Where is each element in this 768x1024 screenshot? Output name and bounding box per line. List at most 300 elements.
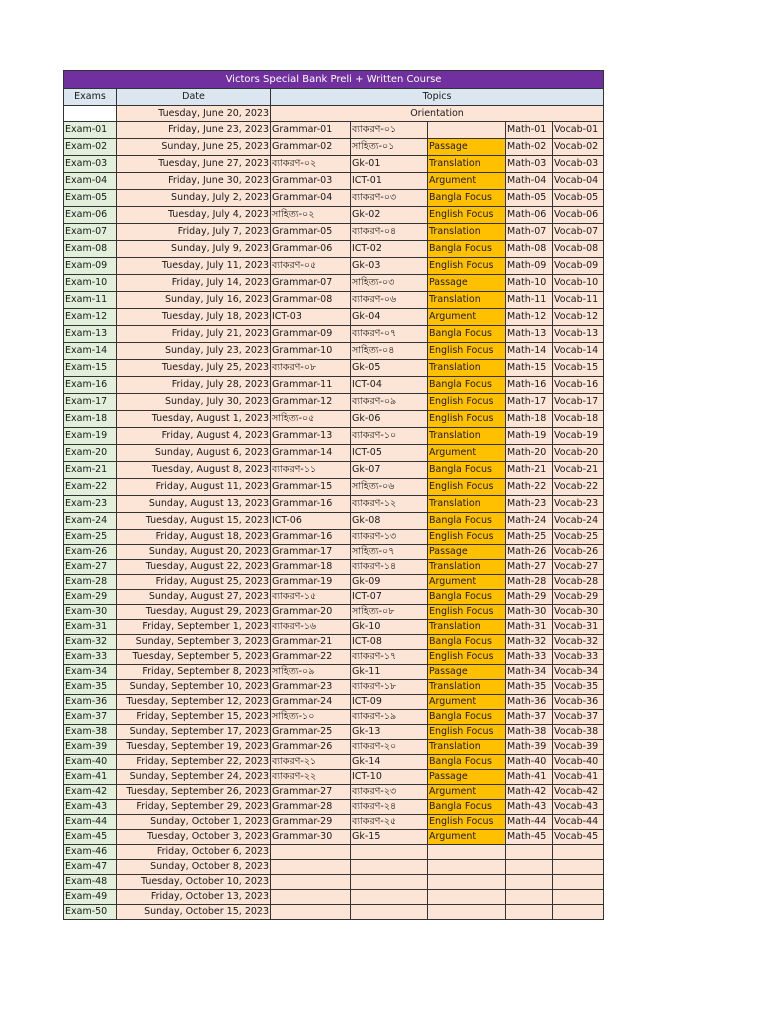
table-row [64, 605, 604, 620]
date-cell: Sunday, September 10, 2023 [117, 680, 271, 695]
english-topic-cell: English Focus [428, 343, 506, 360]
table-row [64, 860, 604, 875]
vocab-cell: Vocab-07 [553, 224, 604, 241]
english-topic-cell: English Focus [428, 207, 506, 224]
english-topic-cell: Translation [428, 156, 506, 173]
table-row [64, 635, 604, 650]
topic-1-cell: সাহিত্য-০৯ [271, 665, 351, 680]
vocab-cell: Vocab-36 [553, 695, 604, 710]
vocab-cell: Vocab-08 [553, 241, 604, 258]
topic-1-cell [271, 845, 351, 860]
math-cell: Math-23 [506, 496, 553, 513]
vocab-cell: Vocab-01 [553, 122, 604, 139]
exam-cell: Exam-45 [64, 830, 117, 845]
math-cell: Math-45 [506, 830, 553, 845]
date-cell: Tuesday, October 10, 2023 [117, 875, 271, 890]
topic-1-cell: Grammar-14 [271, 445, 351, 462]
date-cell: Tuesday, September 26, 2023 [117, 785, 271, 800]
english-topic-cell: Translation [428, 224, 506, 241]
math-cell: Math-29 [506, 590, 553, 605]
exam-cell: Exam-43 [64, 800, 117, 815]
english-topic-cell: English Focus [428, 258, 506, 275]
topic-2-cell: ব্যাকরণ-১২ [351, 496, 428, 513]
topic-2-cell: Gk-04 [351, 309, 428, 326]
sheet-title: Victors Special Bank Preli + Written Course [64, 71, 604, 89]
topic-2-cell: Gk-11 [351, 665, 428, 680]
math-cell: Math-11 [506, 292, 553, 309]
english-topic-cell: Passage [428, 545, 506, 560]
topic-2-cell: ব্যাকরণ-০৪ [351, 224, 428, 241]
table-row [64, 411, 604, 428]
table-row [64, 755, 604, 770]
vocab-cell: Vocab-22 [553, 479, 604, 496]
vocab-cell: Vocab-09 [553, 258, 604, 275]
topic-1-cell: ব্যাকরণ-০৮ [271, 360, 351, 377]
topic-2-cell: ব্যাকরণ-১৮ [351, 680, 428, 695]
topic-1-cell: Grammar-12 [271, 394, 351, 411]
topic-1-cell: Grammar-09 [271, 326, 351, 343]
math-cell: Math-34 [506, 665, 553, 680]
table-row [64, 513, 604, 530]
math-cell: Math-33 [506, 650, 553, 665]
english-topic-cell: Translation [428, 360, 506, 377]
exam-cell: Exam-08 [64, 241, 117, 258]
topic-1-cell: Grammar-13 [271, 428, 351, 445]
topic-1-cell: ব্যাকরণ-১৬ [271, 620, 351, 635]
topic-1-cell: Grammar-03 [271, 173, 351, 190]
english-topic-cell: Bangla Focus [428, 710, 506, 725]
table-row [64, 650, 604, 665]
math-cell: Math-30 [506, 605, 553, 620]
table-row [64, 496, 604, 513]
table-row [64, 875, 604, 890]
topic-2-cell: ব্যাকরণ-২৪ [351, 800, 428, 815]
math-cell: Math-20 [506, 445, 553, 462]
topic-2-cell: ICT-02 [351, 241, 428, 258]
vocab-cell: Vocab-37 [553, 710, 604, 725]
english-topic-cell: Bangla Focus [428, 462, 506, 479]
topic-2-cell: সাহিত্য-০৪ [351, 343, 428, 360]
topic-2-cell [351, 905, 428, 920]
english-topic-cell: Argument [428, 695, 506, 710]
exam-cell: Exam-01 [64, 122, 117, 139]
orientation-label: Orientation [271, 106, 604, 122]
english-topic-cell: Bangla Focus [428, 590, 506, 605]
math-cell [506, 875, 553, 890]
date-cell: Friday, July 14, 2023 [117, 275, 271, 292]
exam-schedule-table [63, 70, 604, 920]
topic-1-cell: ব্যাকরণ-১১ [271, 462, 351, 479]
table-row [64, 462, 604, 479]
table-row [64, 560, 604, 575]
date-cell: Tuesday, September 5, 2023 [117, 650, 271, 665]
table-row [64, 173, 604, 190]
exam-cell: Exam-26 [64, 545, 117, 560]
table-row [64, 590, 604, 605]
topic-1-cell: Grammar-30 [271, 830, 351, 845]
topic-1-cell: Grammar-17 [271, 545, 351, 560]
vocab-cell: Vocab-12 [553, 309, 604, 326]
vocab-cell: Vocab-19 [553, 428, 604, 445]
exam-cell: Exam-34 [64, 665, 117, 680]
date-cell: Sunday, August 27, 2023 [117, 590, 271, 605]
english-topic-cell: Argument [428, 830, 506, 845]
topic-2-cell: ICT-09 [351, 695, 428, 710]
date-cell: Sunday, September 17, 2023 [117, 725, 271, 740]
exam-cell: Exam-07 [64, 224, 117, 241]
table-row [64, 360, 604, 377]
english-topic-cell: English Focus [428, 394, 506, 411]
vocab-cell: Vocab-04 [553, 173, 604, 190]
vocab-cell [553, 905, 604, 920]
date-cell: Friday, July 28, 2023 [117, 377, 271, 394]
exam-cell: Exam-46 [64, 845, 117, 860]
vocab-cell: Vocab-44 [553, 815, 604, 830]
table-row [64, 695, 604, 710]
math-cell: Math-38 [506, 725, 553, 740]
topic-2-cell: ব্যাকরণ-১৭ [351, 650, 428, 665]
exam-cell: Exam-11 [64, 292, 117, 309]
topic-1-cell: ICT-06 [271, 513, 351, 530]
table-row [64, 190, 604, 207]
exam-cell: Exam-22 [64, 479, 117, 496]
topic-1-cell: Grammar-04 [271, 190, 351, 207]
english-topic-cell: Argument [428, 309, 506, 326]
table-row [64, 890, 604, 905]
date-cell: Friday, September 29, 2023 [117, 800, 271, 815]
math-cell: Math-41 [506, 770, 553, 785]
exam-cell: Exam-04 [64, 173, 117, 190]
topic-1-cell: Grammar-25 [271, 725, 351, 740]
table-row [64, 445, 604, 462]
math-cell: Math-24 [506, 513, 553, 530]
topic-2-cell: সাহিত্য-০৭ [351, 545, 428, 560]
topic-2-cell: Gk-06 [351, 411, 428, 428]
date-cell: Tuesday, October 3, 2023 [117, 830, 271, 845]
topic-1-cell: ICT-03 [271, 309, 351, 326]
table-row [64, 207, 604, 224]
exam-cell: Exam-32 [64, 635, 117, 650]
exam-cell: Exam-39 [64, 740, 117, 755]
math-cell: Math-35 [506, 680, 553, 695]
topic-2-cell [351, 860, 428, 875]
date-cell: Tuesday, August 29, 2023 [117, 605, 271, 620]
topic-1-cell: ব্যাকরণ-০২ [271, 156, 351, 173]
english-topic-cell: Translation [428, 740, 506, 755]
table-row [64, 530, 604, 545]
table-row [64, 800, 604, 815]
topic-1-cell: Grammar-01 [271, 122, 351, 139]
exam-cell: Exam-15 [64, 360, 117, 377]
topic-1-cell: Grammar-08 [271, 292, 351, 309]
english-topic-cell: English Focus [428, 605, 506, 620]
table-row [64, 377, 604, 394]
date-cell: Sunday, July 2, 2023 [117, 190, 271, 207]
exam-cell: Exam-03 [64, 156, 117, 173]
date-cell: Friday, June 30, 2023 [117, 173, 271, 190]
exam-cell: Exam-44 [64, 815, 117, 830]
english-topic-cell [428, 875, 506, 890]
english-topic-cell: Bangla Focus [428, 190, 506, 207]
topic-1-cell: Grammar-24 [271, 695, 351, 710]
english-topic-cell [428, 845, 506, 860]
exam-cell: Exam-06 [64, 207, 117, 224]
date-cell: Friday, September 8, 2023 [117, 665, 271, 680]
topic-2-cell: সাহিত্য-০৬ [351, 479, 428, 496]
date-cell: Tuesday, September 19, 2023 [117, 740, 271, 755]
english-topic-cell: Passage [428, 665, 506, 680]
table-row [64, 292, 604, 309]
table-row [64, 665, 604, 680]
vocab-cell: Vocab-31 [553, 620, 604, 635]
topic-2-cell: সাহিত্য-০৮ [351, 605, 428, 620]
date-cell: Sunday, August 6, 2023 [117, 445, 271, 462]
table-row [64, 710, 604, 725]
math-cell: Math-08 [506, 241, 553, 258]
math-cell: Math-07 [506, 224, 553, 241]
english-topic-cell: Bangla Focus [428, 800, 506, 815]
math-cell: Math-15 [506, 360, 553, 377]
topic-1-cell: Grammar-10 [271, 343, 351, 360]
topic-1-cell: Grammar-22 [271, 650, 351, 665]
table-row [64, 785, 604, 800]
math-cell [506, 890, 553, 905]
table-row [64, 394, 604, 411]
topic-2-cell [351, 890, 428, 905]
math-cell: Math-06 [506, 207, 553, 224]
math-cell: Math-14 [506, 343, 553, 360]
exam-cell: Exam-49 [64, 890, 117, 905]
vocab-cell: Vocab-24 [553, 513, 604, 530]
table-row [64, 428, 604, 445]
english-topic-cell: English Focus [428, 530, 506, 545]
exam-cell: Exam-50 [64, 905, 117, 920]
topic-1-cell: Grammar-19 [271, 575, 351, 590]
vocab-cell [553, 845, 604, 860]
exam-cell: Exam-35 [64, 680, 117, 695]
table-row [64, 575, 604, 590]
topic-1-cell: সাহিত্য-০৫ [271, 411, 351, 428]
math-cell: Math-01 [506, 122, 553, 139]
exam-cell: Exam-20 [64, 445, 117, 462]
exam-cell: Exam-30 [64, 605, 117, 620]
topic-2-cell: ব্যাকরণ-০১ [351, 122, 428, 139]
vocab-cell: Vocab-33 [553, 650, 604, 665]
topic-2-cell: Gk-15 [351, 830, 428, 845]
topic-2-cell: ICT-10 [351, 770, 428, 785]
header-exams: Exams [64, 89, 117, 106]
exam-cell: Exam-16 [64, 377, 117, 394]
header-topics: Topics [271, 89, 604, 106]
orientation-row [64, 106, 604, 122]
math-cell: Math-42 [506, 785, 553, 800]
vocab-cell: Vocab-03 [553, 156, 604, 173]
math-cell: Math-32 [506, 635, 553, 650]
date-cell: Sunday, July 30, 2023 [117, 394, 271, 411]
vocab-cell: Vocab-17 [553, 394, 604, 411]
date-cell: Friday, June 23, 2023 [117, 122, 271, 139]
math-cell: Math-31 [506, 620, 553, 635]
table-row [64, 545, 604, 560]
english-topic-cell [428, 905, 506, 920]
topic-2-cell: Gk-05 [351, 360, 428, 377]
topic-2-cell: Gk-08 [351, 513, 428, 530]
date-cell: Sunday, September 3, 2023 [117, 635, 271, 650]
english-topic-cell: Bangla Focus [428, 513, 506, 530]
math-cell [506, 845, 553, 860]
vocab-cell: Vocab-14 [553, 343, 604, 360]
vocab-cell: Vocab-16 [553, 377, 604, 394]
title-row [64, 71, 604, 89]
topic-2-cell: সাহিত্য-০১ [351, 139, 428, 156]
date-cell: Tuesday, July 18, 2023 [117, 309, 271, 326]
topic-2-cell: Gk-01 [351, 156, 428, 173]
date-cell: Tuesday, September 12, 2023 [117, 695, 271, 710]
english-topic-cell: Translation [428, 496, 506, 513]
english-topic-cell: Bangla Focus [428, 326, 506, 343]
table-row [64, 326, 604, 343]
english-topic-cell: Translation [428, 680, 506, 695]
topic-1-cell: ব্যাকরণ-২২ [271, 770, 351, 785]
table-row [64, 845, 604, 860]
vocab-cell: Vocab-06 [553, 207, 604, 224]
topic-2-cell: Gk-02 [351, 207, 428, 224]
math-cell [506, 860, 553, 875]
math-cell: Math-40 [506, 755, 553, 770]
exam-cell: Exam-24 [64, 513, 117, 530]
topic-1-cell: Grammar-28 [271, 800, 351, 815]
topic-1-cell: Grammar-05 [271, 224, 351, 241]
math-cell: Math-05 [506, 190, 553, 207]
topic-2-cell: ব্যাকরণ-০৯ [351, 394, 428, 411]
english-topic-cell: English Focus [428, 815, 506, 830]
topic-2-cell: ব্যাকরণ-১৩ [351, 530, 428, 545]
exam-cell: Exam-38 [64, 725, 117, 740]
vocab-cell: Vocab-40 [553, 755, 604, 770]
header-date: Date [117, 89, 271, 106]
math-cell: Math-18 [506, 411, 553, 428]
exam-cell: Exam-29 [64, 590, 117, 605]
table-row [64, 740, 604, 755]
table-row [64, 258, 604, 275]
table-row [64, 905, 604, 920]
english-topic-cell: English Focus [428, 479, 506, 496]
exam-cell: Exam-21 [64, 462, 117, 479]
table-row [64, 725, 604, 740]
topic-2-cell: ব্যাকরণ-১০ [351, 428, 428, 445]
table-row [64, 620, 604, 635]
vocab-cell: Vocab-21 [553, 462, 604, 479]
exam-cell: Exam-12 [64, 309, 117, 326]
topic-1-cell: সাহিত্য-১০ [271, 710, 351, 725]
topic-2-cell: Gk-14 [351, 755, 428, 770]
table-row [64, 830, 604, 845]
math-cell: Math-39 [506, 740, 553, 755]
math-cell: Math-04 [506, 173, 553, 190]
topic-1-cell: Grammar-06 [271, 241, 351, 258]
topic-2-cell: Gk-09 [351, 575, 428, 590]
date-cell: Tuesday, August 1, 2023 [117, 411, 271, 428]
topic-1-cell: ব্যাকরণ-১৫ [271, 590, 351, 605]
english-topic-cell: Translation [428, 428, 506, 445]
vocab-cell: Vocab-11 [553, 292, 604, 309]
date-cell: Friday, August 18, 2023 [117, 530, 271, 545]
topic-2-cell: ব্যাকরণ-১৯ [351, 710, 428, 725]
math-cell: Math-17 [506, 394, 553, 411]
vocab-cell: Vocab-38 [553, 725, 604, 740]
english-topic-cell: Bangla Focus [428, 755, 506, 770]
topic-2-cell: ব্যাকরণ-০৬ [351, 292, 428, 309]
exam-cell: Exam-10 [64, 275, 117, 292]
table-row [64, 275, 604, 292]
orientation-exam-cell [64, 106, 117, 122]
vocab-cell: Vocab-34 [553, 665, 604, 680]
header-row [64, 89, 604, 106]
math-cell: Math-21 [506, 462, 553, 479]
table-row [64, 770, 604, 785]
topic-2-cell: ICT-05 [351, 445, 428, 462]
vocab-cell [553, 860, 604, 875]
topic-2-cell: ICT-01 [351, 173, 428, 190]
date-cell: Friday, August 25, 2023 [117, 575, 271, 590]
vocab-cell: Vocab-27 [553, 560, 604, 575]
table-row [64, 815, 604, 830]
english-topic-cell: English Focus [428, 650, 506, 665]
topic-2-cell: ব্যাকরণ-১৪ [351, 560, 428, 575]
exam-cell: Exam-05 [64, 190, 117, 207]
english-topic-cell: Passage [428, 770, 506, 785]
topic-1-cell [271, 890, 351, 905]
english-topic-cell [428, 890, 506, 905]
date-cell: Sunday, October 15, 2023 [117, 905, 271, 920]
date-cell: Friday, July 21, 2023 [117, 326, 271, 343]
vocab-cell: Vocab-41 [553, 770, 604, 785]
english-topic-cell: Bangla Focus [428, 241, 506, 258]
vocab-cell: Vocab-15 [553, 360, 604, 377]
exam-cell: Exam-09 [64, 258, 117, 275]
exam-cell: Exam-28 [64, 575, 117, 590]
topic-1-cell: ব্যাকরণ-০৫ [271, 258, 351, 275]
math-cell: Math-19 [506, 428, 553, 445]
english-topic-cell: Passage [428, 275, 506, 292]
exam-cell: Exam-18 [64, 411, 117, 428]
date-cell: Sunday, July 16, 2023 [117, 292, 271, 309]
english-topic-cell: Translation [428, 292, 506, 309]
date-cell: Sunday, August 20, 2023 [117, 545, 271, 560]
math-cell: Math-02 [506, 139, 553, 156]
topic-2-cell: ব্যাকরণ-২৩ [351, 785, 428, 800]
topic-2-cell: ICT-04 [351, 377, 428, 394]
date-cell: Sunday, July 9, 2023 [117, 241, 271, 258]
topic-1-cell [271, 875, 351, 890]
exam-cell: Exam-17 [64, 394, 117, 411]
date-cell: Tuesday, July 25, 2023 [117, 360, 271, 377]
topic-1-cell: Grammar-16 [271, 530, 351, 545]
date-cell: Friday, August 11, 2023 [117, 479, 271, 496]
topic-1-cell: Grammar-16 [271, 496, 351, 513]
math-cell: Math-27 [506, 560, 553, 575]
english-topic-cell: English Focus [428, 411, 506, 428]
topic-1-cell [271, 905, 351, 920]
exam-cell: Exam-37 [64, 710, 117, 725]
date-cell: Friday, September 15, 2023 [117, 710, 271, 725]
exam-cell: Exam-27 [64, 560, 117, 575]
table-row [64, 156, 604, 173]
vocab-cell: Vocab-26 [553, 545, 604, 560]
vocab-cell: Vocab-20 [553, 445, 604, 462]
topic-2-cell: Gk-10 [351, 620, 428, 635]
vocab-cell [553, 875, 604, 890]
